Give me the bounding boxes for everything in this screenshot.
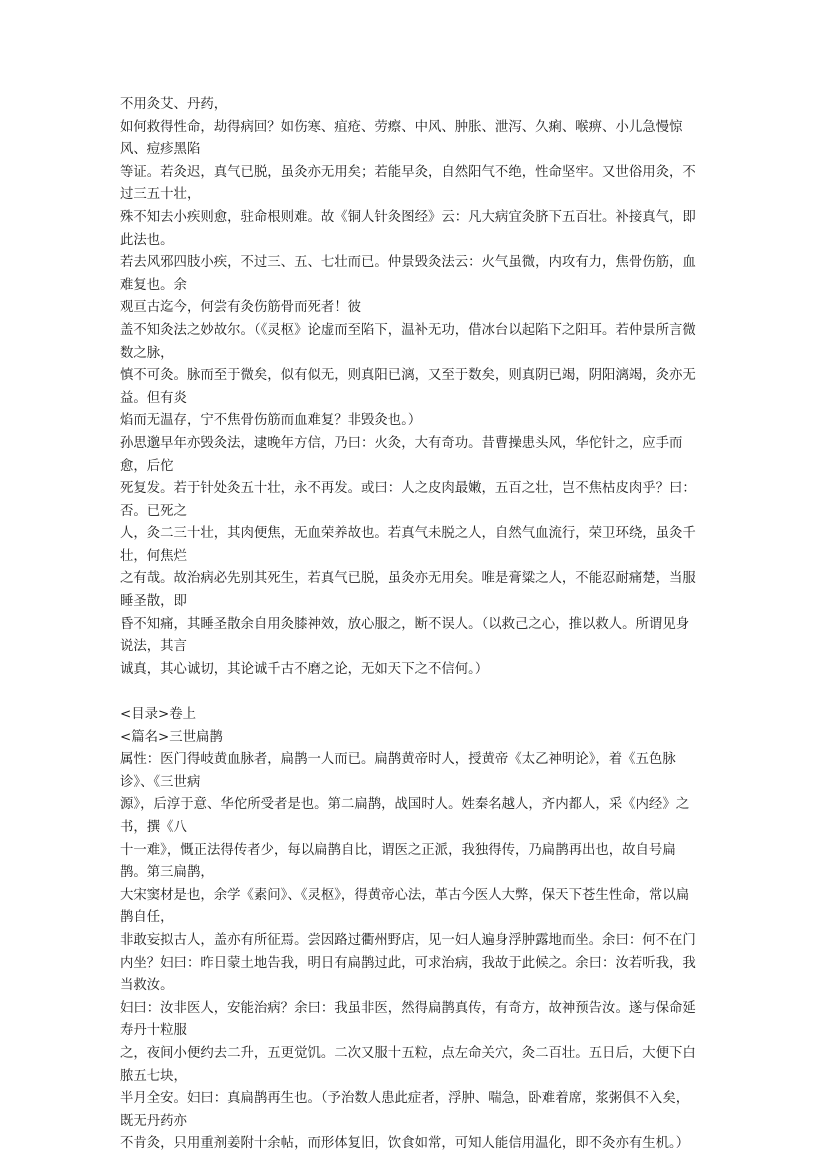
text-line: 等证。若灸迟，真气已脱，虽灸亦无用矣；若能早灸，自然阳气不绝，性命坚牢。又世俗用灸，不过三五十壮， [120,164,696,203]
text-line: 昏不知痛，其睡圣散余自用灸膝神效，放心服之，断不误人。（以救己之心，推以救人。所谓见身说法，其言 [120,616,690,655]
paragraph-gap [120,681,697,704]
text-line: 若去风邪四肢小疾，不过三、五、七壮而已。仲景毁灸法云：火气虽微，内攻有力，焦骨伤筋，血难复也。余 [120,255,696,293]
text-line: 妇曰：汝非医人，安能治病？余曰：我虽非医，然得扁鹊真传，有奇方，故神预告汝。遂与保命延寿丹十粒服 [120,1000,696,1039]
text-line: 孙思邈早年亦毁灸法，逮晚年方信，乃曰：火灸，大有奇功。昔曹操患头风，华佗针之，应手而愈，后佗 [120,435,683,474]
text-line: 如何救得性命，劫得病回？如伤寒、疽疮、劳瘵、中风、肿胀、泄泻、久痢、喉痹、小儿急慢惊风、痘疹黑陷 [120,119,683,158]
text-line: 大宋窦材是也，余学《素问》、《灵枢》，得黄帝心法，革古今医人大弊，保天下苍生性命，常以扁鹊自任， [120,887,690,926]
text-line: 不用灸艾、丹药， [120,97,228,112]
text-line: 盖不知灸法之妙故尔。（《灵枢》论虚而至陷下，温补无功，借冰台以起陷下之阳耳。若仲景所言微数之脉， [120,322,696,361]
text-line: 半月全安。妇曰：真扁鹊再生也。（予治数人患此症者，浮肿、喘急，卧难着席，浆粥俱不入矣，既无丹药亦 [120,1091,690,1129]
text-line: 观亘古迄今，何尝有灸伤筋骨而死者！彼 [120,300,362,316]
catalog-heading: <目录>卷上 [120,707,197,723]
text-line: 不肯灸，只用重剂姜附十余帖，而形体复旧，饮食如常，可知人能信用温化，即不灸亦有生机。） [120,1136,690,1152]
text-line: 殊不知去小疾则愈，驻命根则难。故《铜人针灸图经》云：凡大病宜灸脐下五百壮。补接真气，即此法也。 [120,209,696,248]
text-line: 人，灸二三十壮，其肉便焦，无血荣养故也。若真气未脱之人，自然气血流行，荣卫环绕，虽灸千壮，何焦烂 [120,526,696,564]
text-line: 慎不可灸。脉而至于微矣，似有似无，则真阳已漓，又至于数矣，则真阴已竭，阴阳漓竭，灸亦无益。但有炎 [120,368,696,406]
text-line: 之，夜间小便约去二升，五更觉饥。二次又服十五粒，点左命关穴，灸二百壮。五日后，大便下白脓五七块， [120,1045,696,1084]
text-line: 之有哉。故治病必先别其死生，若真气已脱，虽灸亦无用矣。唯是膏粱之人，不能忍耐痛楚，当服睡圣散，即 [120,571,696,610]
text-line: 焰而无温存，宁不焦骨伤筋而血难复？非毁灸也。） [120,413,422,429]
text-line: 诚真，其心诚切，其论诚千古不磨之论，无如天下之不信何。） [120,661,489,677]
text-line: 源》，后淳于意、华佗所受者是也。第二扁鹊，战国时人。姓秦名越人，齐内都人，采《内经》之书，撰《八 [120,797,690,835]
text-line: 属性：医门得岐黄血脉者，扁鹊一人而已。扁鹊黄帝时人，授黄帝《太乙神明论》，着《五色脉诊》、《三世病 [120,752,676,790]
text-line: 十一难》，慨正法得传者少，每以扁鹊自比，谓医之正派，我独得传，乃扁鹊再出也，故自号扁鹊。第三扁鹊， [120,842,676,881]
text-line: 非敢妄拟古人，盖亦有所征焉。尝因路过衢州野店，见一妇人遍身浮肿露地而坐。余曰：何不在门内坐？妇曰：昨日蒙土地告我，明日有扁鹊过此，可求治病，我故于此候之。余曰：汝若听我，我当救汝。 [120,932,696,994]
text-line: 死复发。若于针处灸五十壮，永不再发。或曰：人之皮肉最嫩，五百之壮，岂不焦枯皮肉乎？曰：否。已死之 [120,481,696,519]
document-page [120,94,697,1156]
chapter-heading: <篇名>三世扁鹊 [120,729,223,745]
